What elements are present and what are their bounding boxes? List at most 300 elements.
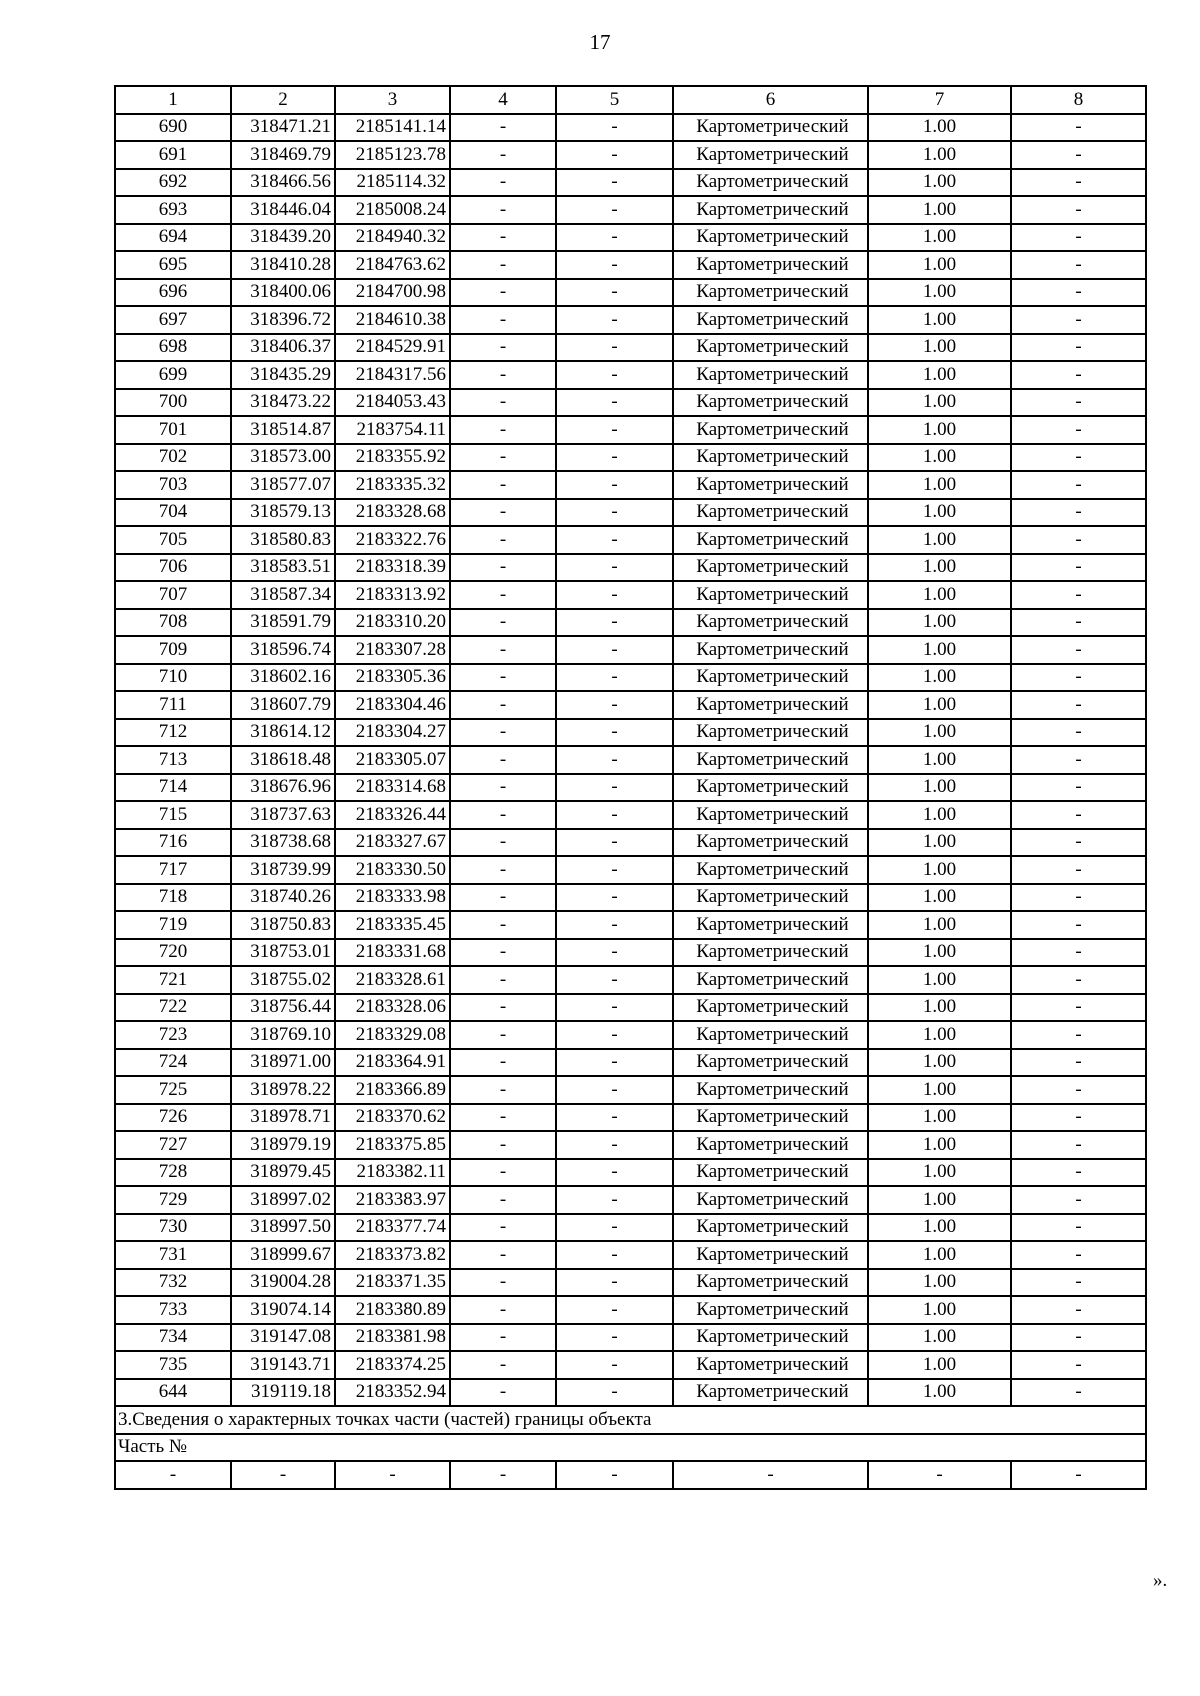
empty-cell: - bbox=[673, 1461, 868, 1489]
column-5-cell: - bbox=[556, 774, 673, 802]
column-5-cell: - bbox=[556, 856, 673, 884]
table-row bbox=[115, 994, 1146, 1022]
table-row bbox=[115, 554, 1146, 582]
table-row bbox=[115, 361, 1146, 389]
point-number-cell: 713 bbox=[115, 746, 231, 774]
method-cell: Картометрический bbox=[673, 416, 868, 444]
column-8-cell: - bbox=[1011, 1214, 1146, 1242]
column-8-cell: - bbox=[1011, 471, 1146, 499]
point-number-cell: 730 bbox=[115, 1214, 231, 1242]
empty-cell: - bbox=[556, 1461, 673, 1489]
y-coordinate-cell: 2183328.68 bbox=[335, 499, 450, 527]
point-number-cell: 728 bbox=[115, 1159, 231, 1187]
column-4-cell: - bbox=[450, 1296, 556, 1324]
column-8-cell: - bbox=[1011, 691, 1146, 719]
column-5-cell: - bbox=[556, 994, 673, 1022]
method-cell: Картометрический bbox=[673, 1214, 868, 1242]
column-4-cell: - bbox=[450, 444, 556, 472]
column-5-cell: - bbox=[556, 609, 673, 637]
y-coordinate-cell: 2184610.38 bbox=[335, 306, 450, 334]
column-5-cell: - bbox=[556, 1296, 673, 1324]
column-8-cell: - bbox=[1011, 279, 1146, 307]
point-number-cell: 696 bbox=[115, 279, 231, 307]
accuracy-cell: 1.00 bbox=[868, 554, 1011, 582]
y-coordinate-cell: 2183333.98 bbox=[335, 884, 450, 912]
column-4-cell: - bbox=[450, 746, 556, 774]
point-number-cell: 703 bbox=[115, 471, 231, 499]
point-number-cell: 705 bbox=[115, 526, 231, 554]
column-5-cell: - bbox=[556, 169, 673, 197]
table-row bbox=[115, 389, 1146, 417]
table-row bbox=[115, 966, 1146, 994]
method-cell: Картометрический bbox=[673, 1296, 868, 1324]
table-row bbox=[115, 1186, 1146, 1214]
column-5-cell: - bbox=[556, 1324, 673, 1352]
column-4-cell: - bbox=[450, 224, 556, 252]
method-cell: Картометрический bbox=[673, 114, 868, 142]
x-coordinate-cell: 318471.21 bbox=[231, 114, 335, 142]
point-number-cell: 701 bbox=[115, 416, 231, 444]
point-number-cell: 716 bbox=[115, 829, 231, 857]
column-8-cell: - bbox=[1011, 499, 1146, 527]
y-coordinate-cell: 2183335.32 bbox=[335, 471, 450, 499]
method-cell: Картометрический bbox=[673, 526, 868, 554]
method-cell: Картометрический bbox=[673, 1104, 868, 1132]
table-row bbox=[115, 499, 1146, 527]
method-cell: Картометрический bbox=[673, 829, 868, 857]
method-cell: Картометрический bbox=[673, 746, 868, 774]
column-4-cell: - bbox=[450, 664, 556, 692]
column-8-cell: - bbox=[1011, 1159, 1146, 1187]
column-5-cell: - bbox=[556, 1241, 673, 1269]
column-4-cell: - bbox=[450, 169, 556, 197]
accuracy-cell: 1.00 bbox=[868, 114, 1011, 142]
table-row bbox=[115, 691, 1146, 719]
column-5-cell: - bbox=[556, 499, 673, 527]
x-coordinate-cell: 318753.01 bbox=[231, 939, 335, 967]
point-number-cell: 717 bbox=[115, 856, 231, 884]
table-row bbox=[115, 884, 1146, 912]
column-5-cell: - bbox=[556, 1379, 673, 1407]
accuracy-cell: 1.00 bbox=[868, 1296, 1011, 1324]
column-4-cell: - bbox=[450, 856, 556, 884]
y-coordinate-cell: 2183314.68 bbox=[335, 774, 450, 802]
column-8-cell: - bbox=[1011, 1324, 1146, 1352]
x-coordinate-cell: 318738.68 bbox=[231, 829, 335, 857]
table-row bbox=[115, 609, 1146, 637]
table-row bbox=[115, 169, 1146, 197]
column-5-cell: - bbox=[556, 416, 673, 444]
accuracy-cell: 1.00 bbox=[868, 1021, 1011, 1049]
method-cell: Картометрический bbox=[673, 774, 868, 802]
method-cell: Картометрический bbox=[673, 884, 868, 912]
point-number-cell: 697 bbox=[115, 306, 231, 334]
accuracy-cell: 1.00 bbox=[868, 1049, 1011, 1077]
column-8-cell: - bbox=[1011, 1186, 1146, 1214]
method-cell: Картометрический bbox=[673, 609, 868, 637]
column-4-cell: - bbox=[450, 939, 556, 967]
point-number-cell: 704 bbox=[115, 499, 231, 527]
point-number-cell: 735 bbox=[115, 1351, 231, 1379]
x-coordinate-cell: 318978.22 bbox=[231, 1076, 335, 1104]
y-coordinate-cell: 2184529.91 bbox=[335, 334, 450, 362]
method-cell: Картометрический bbox=[673, 251, 868, 279]
empty-cell: - bbox=[335, 1461, 450, 1489]
empty-cell: - bbox=[231, 1461, 335, 1489]
x-coordinate-cell: 318602.16 bbox=[231, 664, 335, 692]
column-8-cell: - bbox=[1011, 1049, 1146, 1077]
column-4-cell: - bbox=[450, 1324, 556, 1352]
x-coordinate-cell: 319119.18 bbox=[231, 1379, 335, 1407]
table-row bbox=[115, 911, 1146, 939]
column-4-cell: - bbox=[450, 251, 556, 279]
column-5-cell: - bbox=[556, 526, 673, 554]
table-row bbox=[115, 1049, 1146, 1077]
column-5-cell: - bbox=[556, 939, 673, 967]
column-5-cell: - bbox=[556, 251, 673, 279]
x-coordinate-cell: 318591.79 bbox=[231, 609, 335, 637]
column-5-cell: - bbox=[556, 664, 673, 692]
accuracy-cell: 1.00 bbox=[868, 1241, 1011, 1269]
column-8-cell: - bbox=[1011, 1021, 1146, 1049]
y-coordinate-cell: 2183355.92 bbox=[335, 444, 450, 472]
table-row bbox=[115, 1296, 1146, 1324]
method-cell: Картометрический bbox=[673, 1049, 868, 1077]
method-cell: Картометрический bbox=[673, 224, 868, 252]
part-label-row bbox=[115, 1434, 1146, 1462]
table-row bbox=[115, 581, 1146, 609]
method-cell: Картометрический bbox=[673, 1131, 868, 1159]
column-4-cell: - bbox=[450, 1049, 556, 1077]
column-4-cell: - bbox=[450, 416, 556, 444]
table-row bbox=[115, 526, 1146, 554]
method-cell: Картометрический bbox=[673, 856, 868, 884]
column-4-cell: - bbox=[450, 994, 556, 1022]
y-coordinate-cell: 2183383.97 bbox=[335, 1186, 450, 1214]
method-cell: Картометрический bbox=[673, 636, 868, 664]
column-4-cell: - bbox=[450, 1269, 556, 1297]
header-cell: 1 bbox=[115, 86, 231, 114]
method-cell: Картометрический bbox=[673, 1379, 868, 1407]
table-row bbox=[115, 114, 1146, 142]
y-coordinate-cell: 2183305.07 bbox=[335, 746, 450, 774]
column-4-cell: - bbox=[450, 884, 556, 912]
column-5-cell: - bbox=[556, 719, 673, 747]
x-coordinate-cell: 318406.37 bbox=[231, 334, 335, 362]
method-cell: Картометрический bbox=[673, 1076, 868, 1104]
y-coordinate-cell: 2183375.85 bbox=[335, 1131, 450, 1159]
accuracy-cell: 1.00 bbox=[868, 719, 1011, 747]
column-5-cell: - bbox=[556, 911, 673, 939]
method-cell: Картометрический bbox=[673, 169, 868, 197]
y-coordinate-cell: 2183313.92 bbox=[335, 581, 450, 609]
column-4-cell: - bbox=[450, 196, 556, 224]
x-coordinate-cell: 318469.79 bbox=[231, 141, 335, 169]
x-coordinate-cell: 319074.14 bbox=[231, 1296, 335, 1324]
table-row bbox=[115, 636, 1146, 664]
column-4-cell: - bbox=[450, 526, 556, 554]
column-8-cell: - bbox=[1011, 884, 1146, 912]
y-coordinate-cell: 2183304.46 bbox=[335, 691, 450, 719]
table-row bbox=[115, 1214, 1146, 1242]
x-coordinate-cell: 318740.26 bbox=[231, 884, 335, 912]
y-coordinate-cell: 2183327.67 bbox=[335, 829, 450, 857]
column-5-cell: - bbox=[556, 1104, 673, 1132]
column-5-cell: - bbox=[556, 114, 673, 142]
column-8-cell: - bbox=[1011, 361, 1146, 389]
y-coordinate-cell: 2183328.61 bbox=[335, 966, 450, 994]
point-number-cell: 720 bbox=[115, 939, 231, 967]
column-4-cell: - bbox=[450, 691, 556, 719]
column-8-cell: - bbox=[1011, 334, 1146, 362]
column-8-cell: - bbox=[1011, 1296, 1146, 1324]
column-8-cell: - bbox=[1011, 664, 1146, 692]
column-4-cell: - bbox=[450, 389, 556, 417]
accuracy-cell: 1.00 bbox=[868, 196, 1011, 224]
column-4-cell: - bbox=[450, 1186, 556, 1214]
table-row bbox=[115, 856, 1146, 884]
method-cell: Картометрический bbox=[673, 1269, 868, 1297]
method-cell: Картометрический bbox=[673, 1186, 868, 1214]
coordinates-table bbox=[114, 85, 1147, 1490]
column-8-cell: - bbox=[1011, 746, 1146, 774]
empty-cell: - bbox=[1011, 1461, 1146, 1489]
column-4-cell: - bbox=[450, 801, 556, 829]
header-cell: 7 bbox=[868, 86, 1011, 114]
column-4-cell: - bbox=[450, 141, 556, 169]
method-cell: Картометрический bbox=[673, 1159, 868, 1187]
column-5-cell: - bbox=[556, 1131, 673, 1159]
method-cell: Картометрический bbox=[673, 334, 868, 362]
accuracy-cell: 1.00 bbox=[868, 141, 1011, 169]
column-5-cell: - bbox=[556, 1159, 673, 1187]
point-number-cell: 695 bbox=[115, 251, 231, 279]
table-header-row bbox=[115, 86, 1146, 114]
table-row bbox=[115, 471, 1146, 499]
x-coordinate-cell: 318400.06 bbox=[231, 279, 335, 307]
table-row bbox=[115, 1269, 1146, 1297]
column-5-cell: - bbox=[556, 471, 673, 499]
table-row bbox=[115, 664, 1146, 692]
y-coordinate-cell: 2184053.43 bbox=[335, 389, 450, 417]
x-coordinate-cell: 319147.08 bbox=[231, 1324, 335, 1352]
accuracy-cell: 1.00 bbox=[868, 334, 1011, 362]
y-coordinate-cell: 2183366.89 bbox=[335, 1076, 450, 1104]
accuracy-cell: 1.00 bbox=[868, 1186, 1011, 1214]
method-cell: Картометрический bbox=[673, 499, 868, 527]
column-5-cell: - bbox=[556, 554, 673, 582]
column-8-cell: - bbox=[1011, 966, 1146, 994]
column-5-cell: - bbox=[556, 1021, 673, 1049]
accuracy-cell: 1.00 bbox=[868, 1214, 1011, 1242]
y-coordinate-cell: 2183322.76 bbox=[335, 526, 450, 554]
empty-cell: - bbox=[868, 1461, 1011, 1489]
column-4-cell: - bbox=[450, 1021, 556, 1049]
column-4-cell: - bbox=[450, 609, 556, 637]
column-4-cell: - bbox=[450, 499, 556, 527]
accuracy-cell: 1.00 bbox=[868, 774, 1011, 802]
method-cell: Картометрический bbox=[673, 1241, 868, 1269]
point-number-cell: 724 bbox=[115, 1049, 231, 1077]
table-row bbox=[115, 334, 1146, 362]
x-coordinate-cell: 318607.79 bbox=[231, 691, 335, 719]
point-number-cell: 719 bbox=[115, 911, 231, 939]
y-coordinate-cell: 2184763.62 bbox=[335, 251, 450, 279]
part-label: Часть № bbox=[115, 1434, 1146, 1462]
x-coordinate-cell: 318769.10 bbox=[231, 1021, 335, 1049]
x-coordinate-cell: 318587.34 bbox=[231, 581, 335, 609]
column-4-cell: - bbox=[450, 1104, 556, 1132]
column-4-cell: - bbox=[450, 966, 556, 994]
method-cell: Картометрический bbox=[673, 444, 868, 472]
table-row bbox=[115, 279, 1146, 307]
column-5-cell: - bbox=[556, 444, 673, 472]
accuracy-cell: 1.00 bbox=[868, 1076, 1011, 1104]
method-cell: Картометрический bbox=[673, 939, 868, 967]
header-cell: 6 bbox=[673, 86, 868, 114]
x-coordinate-cell: 318439.20 bbox=[231, 224, 335, 252]
point-number-cell: 711 bbox=[115, 691, 231, 719]
column-4-cell: - bbox=[450, 1351, 556, 1379]
column-4-cell: - bbox=[450, 361, 556, 389]
method-cell: Картометрический bbox=[673, 1021, 868, 1049]
header-cell: 2 bbox=[231, 86, 335, 114]
accuracy-cell: 1.00 bbox=[868, 856, 1011, 884]
column-4-cell: - bbox=[450, 334, 556, 362]
y-coordinate-cell: 2185114.32 bbox=[335, 169, 450, 197]
accuracy-cell: 1.00 bbox=[868, 609, 1011, 637]
accuracy-cell: 1.00 bbox=[868, 416, 1011, 444]
accuracy-cell: 1.00 bbox=[868, 306, 1011, 334]
table-row bbox=[115, 306, 1146, 334]
point-number-cell: 691 bbox=[115, 141, 231, 169]
table-row bbox=[115, 1131, 1146, 1159]
method-cell: Картометрический bbox=[673, 1351, 868, 1379]
accuracy-cell: 1.00 bbox=[868, 1104, 1011, 1132]
point-number-cell: 734 bbox=[115, 1324, 231, 1352]
accuracy-cell: 1.00 bbox=[868, 471, 1011, 499]
column-5-cell: - bbox=[556, 361, 673, 389]
closing-quote-mark: ». bbox=[1153, 1570, 1168, 1591]
y-coordinate-cell: 2184317.56 bbox=[335, 361, 450, 389]
accuracy-cell: 1.00 bbox=[868, 526, 1011, 554]
point-number-cell: 693 bbox=[115, 196, 231, 224]
accuracy-cell: 1.00 bbox=[868, 1379, 1011, 1407]
table-row bbox=[115, 196, 1146, 224]
x-coordinate-cell: 318410.28 bbox=[231, 251, 335, 279]
accuracy-cell: 1.00 bbox=[868, 746, 1011, 774]
column-4-cell: - bbox=[450, 1379, 556, 1407]
point-number-cell: 708 bbox=[115, 609, 231, 637]
column-4-cell: - bbox=[450, 911, 556, 939]
column-8-cell: - bbox=[1011, 581, 1146, 609]
x-coordinate-cell: 319004.28 bbox=[231, 1269, 335, 1297]
x-coordinate-cell: 318979.19 bbox=[231, 1131, 335, 1159]
method-cell: Картометрический bbox=[673, 554, 868, 582]
column-8-cell: - bbox=[1011, 444, 1146, 472]
accuracy-cell: 1.00 bbox=[868, 801, 1011, 829]
point-number-cell: 709 bbox=[115, 636, 231, 664]
table-row bbox=[115, 1021, 1146, 1049]
x-coordinate-cell: 318997.02 bbox=[231, 1186, 335, 1214]
y-coordinate-cell: 2183382.11 bbox=[335, 1159, 450, 1187]
point-number-cell: 699 bbox=[115, 361, 231, 389]
header-cell: 5 bbox=[556, 86, 673, 114]
column-8-cell: - bbox=[1011, 1351, 1146, 1379]
column-5-cell: - bbox=[556, 141, 673, 169]
x-coordinate-cell: 318756.44 bbox=[231, 994, 335, 1022]
method-cell: Картометрический bbox=[673, 196, 868, 224]
accuracy-cell: 1.00 bbox=[868, 1351, 1011, 1379]
accuracy-cell: 1.00 bbox=[868, 1324, 1011, 1352]
y-coordinate-cell: 2183377.74 bbox=[335, 1214, 450, 1242]
point-number-cell: 726 bbox=[115, 1104, 231, 1132]
section-title: 3.Сведения о характерных точках части (частей) границы объекта bbox=[115, 1406, 1146, 1434]
accuracy-cell: 1.00 bbox=[868, 1159, 1011, 1187]
accuracy-cell: 1.00 bbox=[868, 691, 1011, 719]
method-cell: Картометрический bbox=[673, 389, 868, 417]
accuracy-cell: 1.00 bbox=[868, 389, 1011, 417]
y-coordinate-cell: 2183328.06 bbox=[335, 994, 450, 1022]
column-8-cell: - bbox=[1011, 939, 1146, 967]
y-coordinate-cell: 2183374.25 bbox=[335, 1351, 450, 1379]
y-coordinate-cell: 2183371.35 bbox=[335, 1269, 450, 1297]
table-row bbox=[115, 1351, 1146, 1379]
point-number-cell: 706 bbox=[115, 554, 231, 582]
y-coordinate-cell: 2183326.44 bbox=[335, 801, 450, 829]
column-5-cell: - bbox=[556, 801, 673, 829]
y-coordinate-cell: 2183331.68 bbox=[335, 939, 450, 967]
point-number-cell: 723 bbox=[115, 1021, 231, 1049]
y-coordinate-cell: 2183335.45 bbox=[335, 911, 450, 939]
column-5-cell: - bbox=[556, 636, 673, 664]
point-number-cell: 727 bbox=[115, 1131, 231, 1159]
y-coordinate-cell: 2183329.08 bbox=[335, 1021, 450, 1049]
x-coordinate-cell: 318514.87 bbox=[231, 416, 335, 444]
table-row bbox=[115, 141, 1146, 169]
x-coordinate-cell: 318577.07 bbox=[231, 471, 335, 499]
column-5-cell: - bbox=[556, 389, 673, 417]
table-row bbox=[115, 444, 1146, 472]
column-8-cell: - bbox=[1011, 224, 1146, 252]
table-row bbox=[115, 939, 1146, 967]
page-number: 17 bbox=[589, 30, 611, 54]
table-row bbox=[115, 1076, 1146, 1104]
point-number-cell: 694 bbox=[115, 224, 231, 252]
point-number-cell: 644 bbox=[115, 1379, 231, 1407]
accuracy-cell: 1.00 bbox=[868, 664, 1011, 692]
x-coordinate-cell: 318755.02 bbox=[231, 966, 335, 994]
table-row bbox=[115, 1324, 1146, 1352]
table-row bbox=[115, 774, 1146, 802]
table-row bbox=[115, 1104, 1146, 1132]
column-8-cell: - bbox=[1011, 1241, 1146, 1269]
x-coordinate-cell: 318999.67 bbox=[231, 1241, 335, 1269]
column-5-cell: - bbox=[556, 1269, 673, 1297]
point-number-cell: 722 bbox=[115, 994, 231, 1022]
accuracy-cell: 1.00 bbox=[868, 581, 1011, 609]
column-8-cell: - bbox=[1011, 856, 1146, 884]
point-number-cell: 714 bbox=[115, 774, 231, 802]
y-coordinate-cell: 2183305.36 bbox=[335, 664, 450, 692]
column-5-cell: - bbox=[556, 306, 673, 334]
column-5-cell: - bbox=[556, 829, 673, 857]
table-row bbox=[115, 224, 1146, 252]
table-row bbox=[115, 829, 1146, 857]
accuracy-cell: 1.00 bbox=[868, 966, 1011, 994]
accuracy-cell: 1.00 bbox=[868, 444, 1011, 472]
column-8-cell: - bbox=[1011, 801, 1146, 829]
